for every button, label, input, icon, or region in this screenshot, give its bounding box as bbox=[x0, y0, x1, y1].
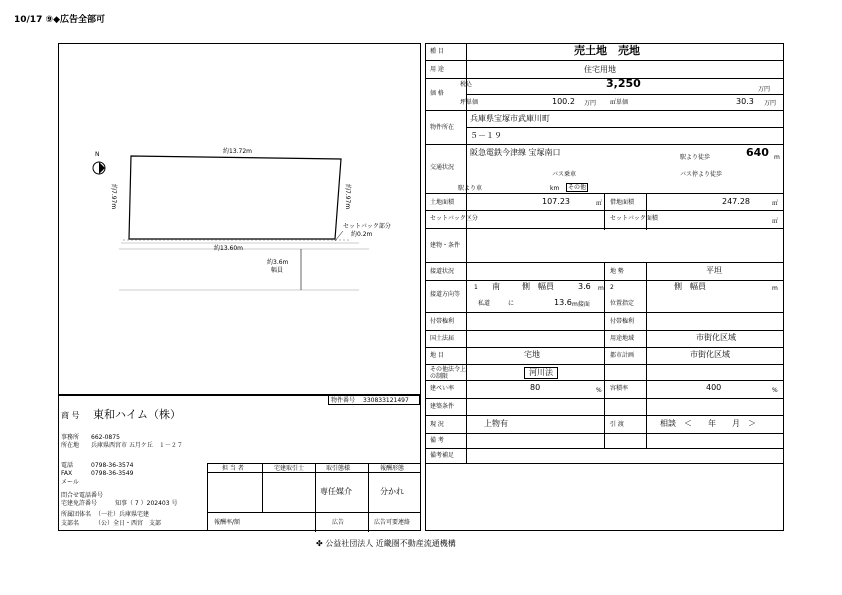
address-no: ５－１９ bbox=[470, 131, 502, 140]
road1-no: 1 bbox=[474, 284, 478, 291]
conditions-label: 建物・条件 bbox=[430, 242, 461, 249]
coverage-unit: % bbox=[596, 387, 602, 394]
property-no: 330833121497 bbox=[363, 397, 409, 404]
item-value: 売土地 売地 bbox=[574, 44, 640, 57]
trade-name: 東和ハイム（株） bbox=[93, 408, 181, 421]
current-value: 上物有 bbox=[484, 419, 508, 428]
map-panel bbox=[58, 43, 421, 395]
land-area-value: 107.23 bbox=[542, 197, 570, 206]
terrain-label: 地 勢 bbox=[610, 268, 624, 275]
zoning-label: 用途地域 bbox=[610, 335, 635, 342]
trade-label: 商 号 bbox=[61, 411, 80, 420]
license-label: 宅建免許番号 bbox=[61, 500, 98, 507]
assoc: （一社）兵庫県宅建 bbox=[95, 511, 150, 518]
land-area-unit: ㎡ bbox=[596, 200, 603, 207]
right-depth: 約7.97m bbox=[344, 184, 351, 210]
road-dir-label: 接道方向等 bbox=[430, 291, 461, 298]
road2-unit: m bbox=[772, 285, 778, 292]
bus-walk-label: バス停より徒歩 bbox=[680, 171, 723, 178]
km: km bbox=[550, 185, 560, 192]
frontage: 13.6 bbox=[554, 298, 572, 307]
use-label: 用 途 bbox=[430, 66, 444, 73]
build-area-label: 借地面積 bbox=[610, 199, 635, 206]
tsubo-unit: 万円 bbox=[584, 100, 597, 107]
walk-value: 640 bbox=[746, 146, 769, 159]
org-logo-icon: ✤ bbox=[316, 539, 326, 548]
sqm-label: ㎡単価 bbox=[610, 99, 629, 106]
addr-label: 所在地 bbox=[61, 442, 80, 449]
ad-value: 広告可要連絡 bbox=[374, 519, 411, 526]
restrictions-label: 付帯権利 bbox=[610, 318, 635, 325]
site-plan bbox=[59, 44, 420, 394]
header-title: 10/17 ⑨◆広告全部可 bbox=[14, 15, 106, 25]
rights-label: 付帯権利 bbox=[430, 318, 455, 325]
office-label: 事務所 bbox=[61, 434, 80, 441]
build-cond-label: 建築条件 bbox=[430, 403, 455, 410]
remarks2-label: 備考補足 bbox=[430, 452, 455, 459]
frontage-unit: m接面 bbox=[572, 301, 590, 308]
fee-label: 報酬率/額 bbox=[214, 519, 241, 526]
sqm-value: 30.3 bbox=[736, 97, 754, 106]
staff-transaction: 宅建取引士 bbox=[274, 465, 305, 472]
branch: （公）全日・西宮 支部 bbox=[95, 520, 162, 527]
footer-org-text: 公益社団法人 近畿圏不動産流通機構 bbox=[325, 539, 456, 548]
price-tax: 税込 bbox=[460, 81, 473, 88]
city-plan-label: 都市計画 bbox=[610, 352, 635, 359]
road-label: 幅員 bbox=[271, 267, 284, 274]
terrain-value: 平坦 bbox=[706, 266, 722, 275]
tsubo-label: 坪単価 bbox=[460, 99, 479, 106]
road-width: 約3.6m bbox=[267, 259, 289, 266]
road2-no: 2 bbox=[610, 284, 614, 291]
city-plan-value: 市街化区域 bbox=[690, 350, 730, 359]
tel-label: 電話 bbox=[61, 462, 74, 469]
coverage-label: 建ぺい率 bbox=[430, 385, 455, 392]
north-label: N bbox=[95, 151, 100, 158]
road-status-label: 接道状況 bbox=[430, 268, 455, 275]
setback-area-unit: ㎡ bbox=[772, 218, 779, 225]
land-area-label: 土地面積 bbox=[430, 199, 455, 206]
address: 兵庫県宝塚市武庫川町 bbox=[470, 114, 550, 123]
tel: 0798-36-3574 bbox=[91, 462, 134, 469]
bus-label: バス乗車 bbox=[552, 171, 577, 178]
road1-side: 側 幅員 bbox=[522, 282, 554, 291]
item-label: 種 目 bbox=[430, 48, 444, 55]
info-panel bbox=[425, 43, 784, 531]
property-no-box bbox=[328, 395, 420, 405]
company-address: 兵庫県西宮市 五月ケ丘 １－２７ bbox=[91, 442, 183, 449]
road-type: 私道 bbox=[478, 300, 491, 307]
postal: 662-0875 bbox=[91, 434, 120, 441]
coverage-value: 80 bbox=[530, 383, 541, 392]
sqm-unit: 万円 bbox=[764, 100, 777, 107]
staff-commission: 報酬形態 bbox=[380, 465, 405, 472]
use-value: 住宅用地 bbox=[584, 65, 616, 74]
remarks-label: 備 考 bbox=[430, 437, 444, 444]
transport-label: 交通状況 bbox=[430, 164, 455, 171]
price-unit: 万円 bbox=[758, 86, 771, 93]
footer-org bbox=[316, 538, 456, 549]
road-ni: に bbox=[508, 300, 515, 307]
top-width: 約13.72m bbox=[223, 148, 253, 155]
setback-label: セットバック区分 bbox=[430, 215, 478, 222]
fax-label: FAX bbox=[61, 470, 73, 477]
other-law-label: その他法令上の制限 bbox=[430, 366, 467, 380]
far-unit: % bbox=[772, 387, 778, 394]
license: 知事（ 7 ）202403 号 bbox=[115, 500, 178, 507]
tsubo-value: 100.2 bbox=[552, 97, 575, 106]
position-label: 位置指定 bbox=[610, 300, 635, 307]
land-category-value: 宅地 bbox=[524, 350, 540, 359]
company-panel bbox=[58, 395, 421, 531]
left-depth: 約7.97m bbox=[110, 184, 117, 210]
mail-label: メール bbox=[61, 479, 79, 486]
land-category-label: 地 目 bbox=[430, 352, 444, 359]
build-area-unit: ㎡ bbox=[772, 200, 779, 207]
zoning-value: 市街化区域 bbox=[696, 333, 736, 342]
staff-commission-value: 分かれ bbox=[380, 487, 404, 496]
other: その他 bbox=[568, 184, 587, 191]
price-value: 3,250 bbox=[606, 77, 641, 90]
road1-unit: m bbox=[598, 285, 604, 292]
fax: 0798-36-3549 bbox=[91, 470, 134, 477]
setback-value: 約0.2m bbox=[351, 231, 373, 238]
ad-label: 広告 bbox=[332, 519, 345, 526]
setback-label: セットバック部分 bbox=[343, 223, 391, 230]
from-station: 駅より車 bbox=[458, 185, 483, 192]
handover-label: 引 渡 bbox=[610, 421, 624, 428]
build-area-value: 247.28 bbox=[722, 197, 750, 206]
property-no-label: 物件番号 bbox=[331, 397, 356, 404]
bottom-width: 約13.60m bbox=[214, 245, 244, 252]
staff-table bbox=[207, 463, 420, 531]
national-label: 国土法届 bbox=[430, 335, 455, 342]
staff-person: 担 当 者 bbox=[222, 465, 244, 472]
other-law-value: 河川法 bbox=[524, 367, 558, 379]
road2-side: 側 幅員 bbox=[674, 282, 706, 291]
price-label: 価 格 bbox=[430, 90, 444, 97]
assoc-label: 所属団体名 bbox=[61, 511, 92, 518]
walk-label: 駅より徒歩 bbox=[680, 154, 711, 161]
far-value: 400 bbox=[706, 383, 722, 392]
handover-value: 相談 ＜ 年 月 ＞ bbox=[660, 419, 756, 428]
branch-label: 支部名 bbox=[61, 520, 80, 527]
far-label: 容積率 bbox=[610, 385, 629, 392]
staff-mode: 取引態様 bbox=[326, 465, 351, 472]
current-label: 現 況 bbox=[430, 421, 444, 428]
road1-dir: 南 bbox=[492, 282, 500, 291]
location-label: 物件所在 bbox=[430, 124, 455, 131]
walk-unit: m bbox=[774, 154, 780, 161]
setback-area-label: セットバック面積 bbox=[610, 215, 658, 222]
road1-width: 3.6 bbox=[578, 282, 591, 291]
lot-outline bbox=[129, 156, 341, 239]
staff-mode-value: 専任媒介 bbox=[320, 487, 352, 496]
station: 阪急電鉄今津線 宝塚南口 bbox=[470, 148, 561, 157]
inquiry-label: 問合せ電話番号 bbox=[61, 492, 104, 499]
